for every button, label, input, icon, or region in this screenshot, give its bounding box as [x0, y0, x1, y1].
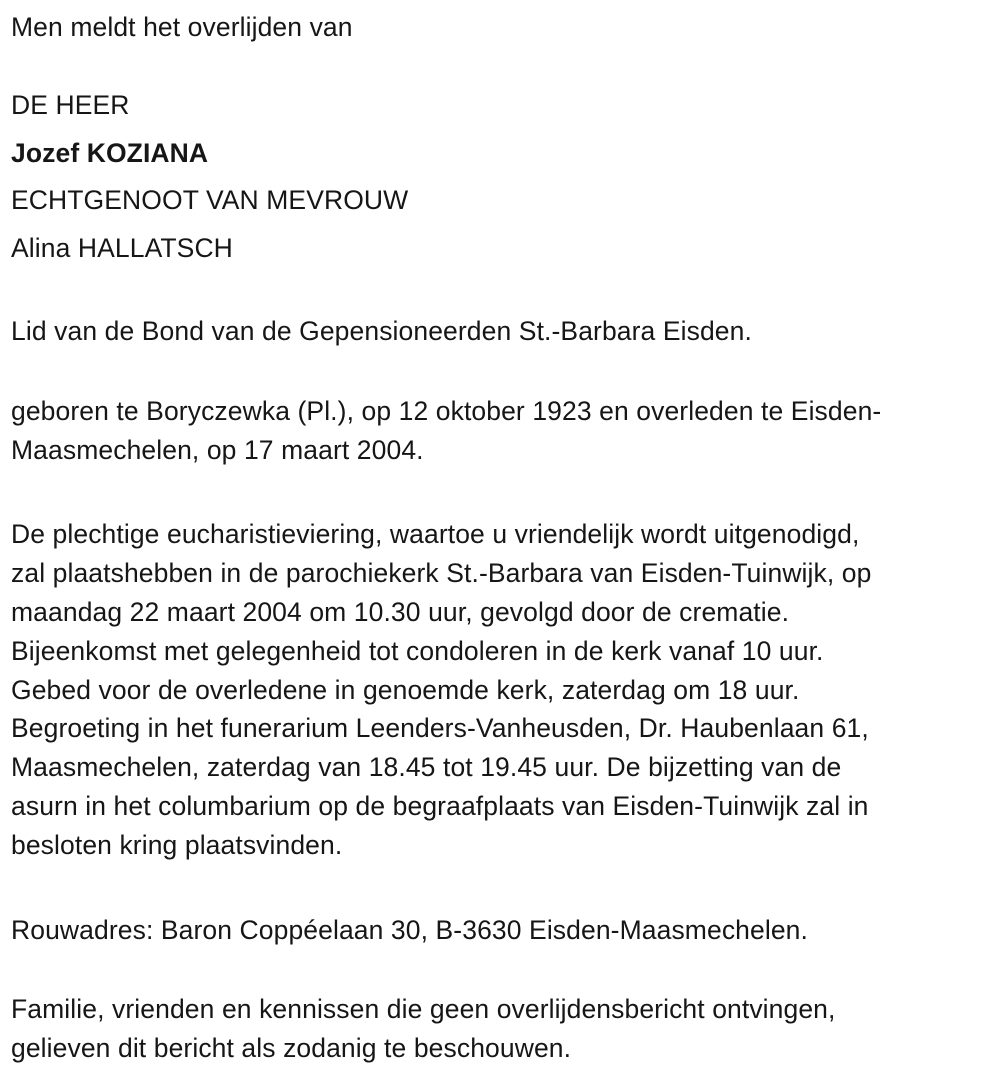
life-dates-line: Maasmechelen, op 17 maart 2004.: [11, 434, 424, 465]
deceased-title: DE HEER: [11, 89, 130, 120]
spouse-name: Alina HALLATSCH: [11, 233, 233, 264]
mourning-address-line: Rouwadres: Baron Coppéelaan 30, B-3630 Eisden-Maasmechelen.: [11, 914, 808, 945]
ceremony-line: asurn in het columbarium op de begraafplaats van Eisden-Tuinwijk zal in: [11, 790, 869, 821]
ceremony-line: maandag 22 maart 2004 om 10.30 uur, gevolgd door de crematie.: [11, 596, 790, 627]
life-dates-paragraph: [11, 392, 990, 470]
ceremony-line: zal plaatshebben in de parochiekerk St.-Barbara van Eisden-Tuinwijk, op: [11, 558, 872, 589]
intro-line: Men meldt het overlijden van: [11, 12, 353, 42]
ceremony-line: Maasmechelen, zaterdag van 18.45 tot 19.45 uur. De bijzetting van de: [11, 752, 842, 783]
ceremony-line: Gebed voor de overledene in genoemde kerk, zaterdag om 18 uur.: [11, 674, 800, 705]
closing-paragraph: [11, 990, 990, 1068]
deceased-name: Jozef KOZIANA: [11, 137, 209, 168]
life-dates-line: geboren te Boryczewka (Pl.), op 12 oktober 1923 en overleden te Eisden-: [11, 395, 882, 426]
ceremony-line: Begroeting in het funerarium Leenders-Vanheusden, Dr. Haubenlaan 61,: [11, 713, 869, 744]
closing-line: gelieven dit bericht als zodanig te beschouwen.: [11, 1033, 572, 1064]
membership-line: Lid van de Bond van de Gepensioneerden St.-Barbara Eisden.: [11, 315, 752, 346]
ceremony-line: besloten kring plaatsvinden.: [11, 829, 343, 860]
ceremony-line: De plechtige eucharistieviering, waartoe u vriendelijk wordt uitgenodigd,: [11, 519, 860, 550]
ceremony-paragraph: [11, 515, 990, 864]
ceremony-line: Bijeenkomst met gelegenheid tot condoleren in de kerk vanaf 10 uur.: [11, 635, 824, 666]
deceased-relation: ECHTGENOOT VAN MEVROUW: [11, 185, 409, 216]
closing-line: Familie, vrienden en kennissen die geen overlijdensbericht ontvingen,: [11, 994, 836, 1025]
